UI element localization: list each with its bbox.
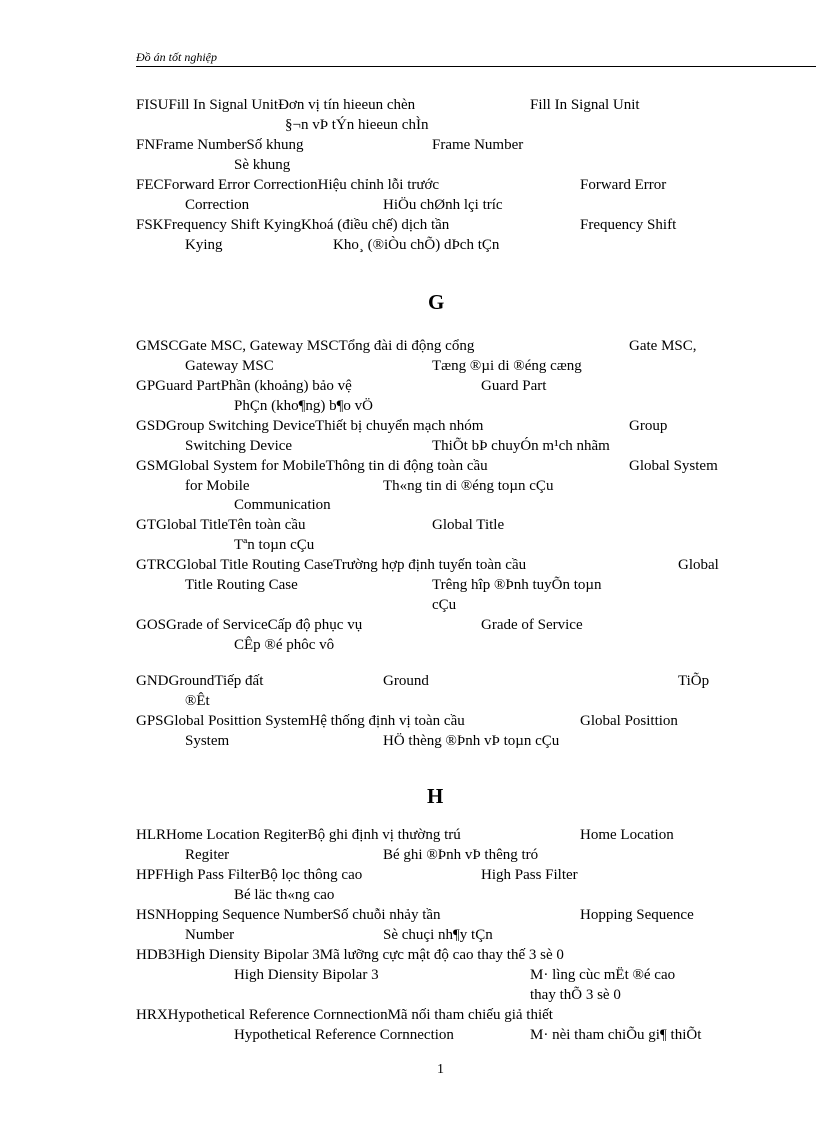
entry-hsn-english-cont: Number	[185, 927, 235, 943]
entry-gsm-english: Global System	[629, 458, 718, 474]
entry-hrx-english: Hypothetical Reference Cornnection	[234, 1027, 454, 1043]
section-heading-h: H	[427, 784, 444, 808]
entry-hdb3-english: High Diensity Bipolar 3	[234, 967, 379, 983]
entry-hpf-vietnamese: Bé läc th«ng cao	[234, 887, 335, 903]
entry-gt-vietnamese: Tªn toµn cÇu	[234, 537, 315, 553]
entry-fec-english-cont: Correction	[185, 197, 250, 213]
entry-gmsc-english: Gate MSC,	[629, 338, 697, 354]
entry-hsn-english: Hopping Sequence	[580, 907, 694, 923]
entry-fsk-line1: FSKFrequency Shift KyingKhoá (điều chế) dịch tần	[136, 217, 450, 233]
entry-fec-line1: FECForward Error CorrectionHiệu chỉnh lỗi trước	[136, 177, 440, 193]
entry-gtrc-vietnamese-cont: cÇu	[432, 597, 457, 613]
entry-gps-vietnamese: HÖ thèng ®Þnh vÞ toµn cÇu	[383, 733, 560, 749]
entry-gos-english: Grade of Service	[481, 617, 583, 633]
entry-gsm-english-cont2: Communication	[234, 497, 331, 513]
section-heading-g: G	[428, 290, 445, 314]
entry-fsk-english: Frequency Shift	[580, 217, 677, 233]
entry-gnd-vietnamese-cont: ®Êt	[185, 693, 210, 709]
page-number: 1	[437, 1062, 444, 1077]
entry-fn-english: Frame Number	[432, 137, 524, 153]
entry-gos-vietnamese: CÊp ®é phôc vô	[234, 637, 335, 653]
entry-fec-english: Forward Error	[580, 177, 667, 193]
entry-fsk-vietnamese: Kho¸ (®iÒu chÕ) dÞch tÇn	[333, 237, 500, 253]
entry-gsd-vietnamese: ThiÕt bÞ chuyÓn m¹ch nhãm	[432, 438, 610, 454]
entry-fisu-vietnamese: §¬n vÞ tÝn hieeun chÌn	[285, 117, 429, 133]
entry-fec-vietnamese: HiÖu chØnh lçi tríc	[383, 197, 503, 213]
entry-gt-english: Global Title	[432, 517, 505, 533]
entry-hlr-english: Home Location	[580, 827, 674, 843]
entry-hrx-vietnamese: M· nèi tham chiÕu gi¶ thiÕt	[530, 1027, 702, 1043]
entry-gsm-english-cont: for Mobile	[185, 478, 250, 494]
entry-gnd-vietnamese: TiÕp	[678, 673, 710, 689]
entry-hlr-vietnamese: Bé ghi ®Þnh vÞ thêng tró	[383, 847, 539, 863]
entry-hdb3-vietnamese-cont: thay thÕ 3 sè 0	[530, 987, 621, 1003]
entry-gmsc-english-cont: Gateway MSC	[185, 358, 274, 374]
entry-hdb3-vietnamese: M· lìng cùc mËt ®é cao	[530, 967, 676, 983]
entry-hsn-vietnamese: Sè chuçi nh¶y tÇn	[383, 927, 493, 943]
entry-fn-line1: FNFrame NumberSố khung	[136, 137, 304, 153]
entry-hrx-line1: HRXHypothetical Reference CornnectionMã nối tham chiếu giả thiết	[136, 1007, 553, 1023]
page-header	[136, 48, 816, 67]
entry-gtrc-vietnamese: Trêng hîp ®Þnh tuyÕn toµn	[432, 577, 602, 593]
entry-gsd-english-cont: Switching Device	[185, 438, 293, 454]
entry-gp-english: Guard Part	[481, 378, 547, 394]
entry-gsd-english: Group	[629, 418, 668, 434]
header-title: Đồ án tốt nghiệp	[136, 50, 217, 64]
entry-gsm-vietnamese: Th«ng tin di ®éng toµn cÇu	[383, 478, 554, 494]
entry-gtrc-english: Global	[678, 557, 719, 573]
entry-hdb3-line1: HDB3High Diensity Bipolar 3Mã lưỡng cực mật độ cao thay thế 3 sè 0	[136, 947, 564, 963]
entry-gps-english: Global Posittion	[580, 713, 678, 729]
entry-hsn-line1: HSNHopping Sequence NumberSố chuỗi nhảy tần	[136, 907, 441, 923]
entry-gmsc-vietnamese: Tæng ®µi di ®éng cæng	[432, 358, 582, 374]
entry-gps-english-cont: System	[185, 733, 230, 749]
entry-gnd-english: Ground	[383, 673, 429, 689]
entry-hlr-line1: HLRHome Location RegiterBộ ghi định vị thường trú	[136, 827, 461, 843]
entry-gps-line1: GPSGlobal Posittion SystemHệ thống định vị toàn cầu	[136, 713, 465, 729]
entry-gos-line1: GOSGrade of ServiceCấp độ phục vụ	[136, 617, 363, 633]
entry-gnd-line1: GNDGroundTiếp đất	[136, 673, 264, 689]
entry-gsm-line1: GSMGlobal System for MobileThông tin di động toàn cầu	[136, 458, 488, 474]
entry-gt-line1: GTGlobal TitleTên toàn cầu	[136, 517, 306, 533]
entry-fisu-line1: FISUFill In Signal UnitĐơn vị tín hieeun chèn	[136, 97, 416, 113]
entry-gtrc-english-cont: Title Routing Case	[185, 577, 298, 593]
entry-gtrc-line1: GTRCGlobal Title Routing CaseTrường hợp định tuyến toàn cầu	[136, 557, 527, 573]
entry-fsk-english-cont: Kying	[185, 237, 223, 253]
entry-gp-line1: GPGuard PartPhần (khoảng) bảo vệ	[136, 378, 352, 394]
entry-hlr-english-cont: Regiter	[185, 847, 230, 863]
entry-gmsc-line1: GMSCGate MSC, Gateway MSCTổng đài di động cổng	[136, 338, 475, 354]
entry-hpf-english: High Pass Filter	[481, 867, 578, 883]
entry-fisu-english: Fill In Signal Unit	[530, 97, 640, 113]
entry-gsd-line1: GSDGroup Switching DeviceThiết bị chuyển mạch nhóm	[136, 418, 484, 434]
entry-hpf-line1: HPFHigh Pass FilterBộ lọc thông cao	[136, 867, 363, 883]
entry-fn-vietnamese: Sè khung	[234, 157, 291, 173]
entry-gp-vietnamese: PhÇn (kho¶ng) b¶o vÖ	[234, 398, 374, 414]
